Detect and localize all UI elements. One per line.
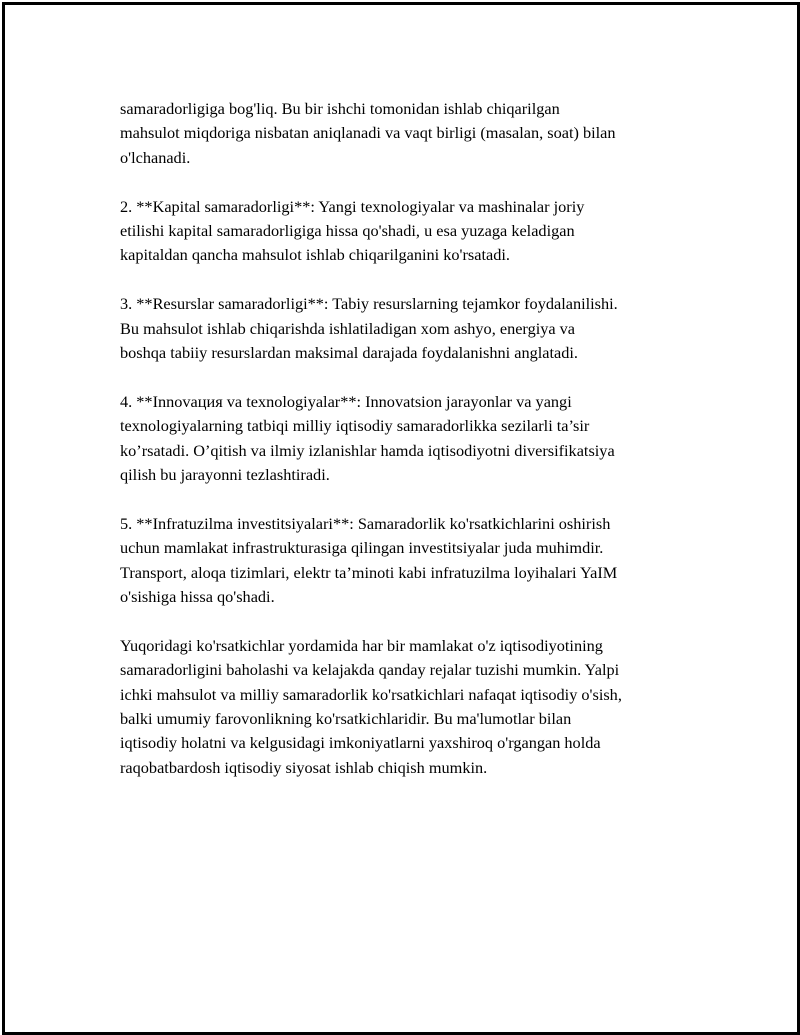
text-line: Yuqoridagi ko'rsatkichlar yordamida har bir mamlakat o'z iqtisodiyotining	[120, 635, 603, 655]
text-line: o'sishiga hissa qo'shadi.	[120, 587, 275, 607]
text-line: iqtisodiy holatni va kelgusidagi imkoniyatlarni yaxshiroq o'rgangan holda	[120, 733, 601, 753]
text-line: o'lchanadi.	[120, 147, 191, 167]
text-line: samaradorligiga bog'liq. Bu bir ishchi tomonidan ishlab chiqarilgan	[120, 99, 560, 118]
text-line: qilish bu jarayonni tezlashtiradi.	[120, 465, 330, 485]
text-line: Bu mahsulot ishlab chiqarishda ishlatiladigan xom ashyo, energiya va	[120, 318, 576, 338]
text-line: 2. **Kapital samaradorligi**: Yangi texnologiyalar va mashinalar joriy	[120, 196, 585, 216]
text-line: raqobatbardosh iqtisodiy siyosat ishlab chiqish mumkin.	[120, 757, 488, 777]
paragraph-infrastructure-investments	[120, 512, 710, 610]
paragraph-conclusion	[120, 634, 710, 780]
text-line: 3. **Resurslar samaradorligi**: Tabiy resurslarning tejamkor foydalanilishi.	[120, 294, 618, 314]
paragraph-innovation-technology	[120, 390, 710, 488]
document-page	[2, 2, 800, 1035]
text-line: samaradorligini baholashi va kelajakda qanday rejalar tuzishi mumkin. Yalpi	[120, 660, 620, 680]
text-line: ichki mahsulot va milliy samaradorlik ko'rsatkichlari nafaqat iqtisodiy o'sish,	[120, 684, 622, 704]
paragraph-intro-continuation	[120, 97, 710, 170]
text-line: 5. **Infratuzilma investitsiyalari**: Samaradorlik ko'rsatkichlarini oshirish	[120, 513, 611, 533]
text-line: balki umumiy farovonlikning ko'rsatkichlaridir. Bu ma'lumotlar bilan	[120, 709, 572, 729]
text-line: 4. **Innovация va texnologiyalar**: Innovatsion jarayonlar va yangi	[120, 391, 572, 411]
paragraph-resource-productivity	[120, 292, 710, 365]
text-line: Transport, aloqa tizimlari, elektr ta’minoti kabi infratuzilma loyihalari YaIM	[120, 562, 618, 582]
paragraph-capital-productivity	[120, 195, 710, 268]
document-body	[120, 97, 710, 805]
text-line: boshqa tabiiy resurslardan maksimal darajada foydalanishni anglatadi.	[120, 343, 578, 363]
text-line: ko’rsatadi. O’qitish va ilmiy izlanishlar hamda iqtisodiyotni diversifikatsiya	[120, 440, 615, 460]
text-line: uchun mamlakat infrastrukturasiga qilingan investitsiyalar juda muhimdir.	[120, 538, 604, 558]
text-line: mahsulot miqdoriga nisbatan aniqlanadi va vaqt birligi (masalan, soat) bilan	[120, 123, 616, 143]
text-line: kapitaldan qancha mahsulot ishlab chiqarilganini ko'rsatadi.	[120, 245, 510, 265]
text-line: etilishi kapital samaradorligiga hissa qo'shadi, u esa yuzaga keladigan	[120, 221, 575, 241]
text-line: texnologiyalarning tatbiqi milliy iqtisodiy samaradorlikka sezilarli ta’sir	[120, 416, 590, 436]
